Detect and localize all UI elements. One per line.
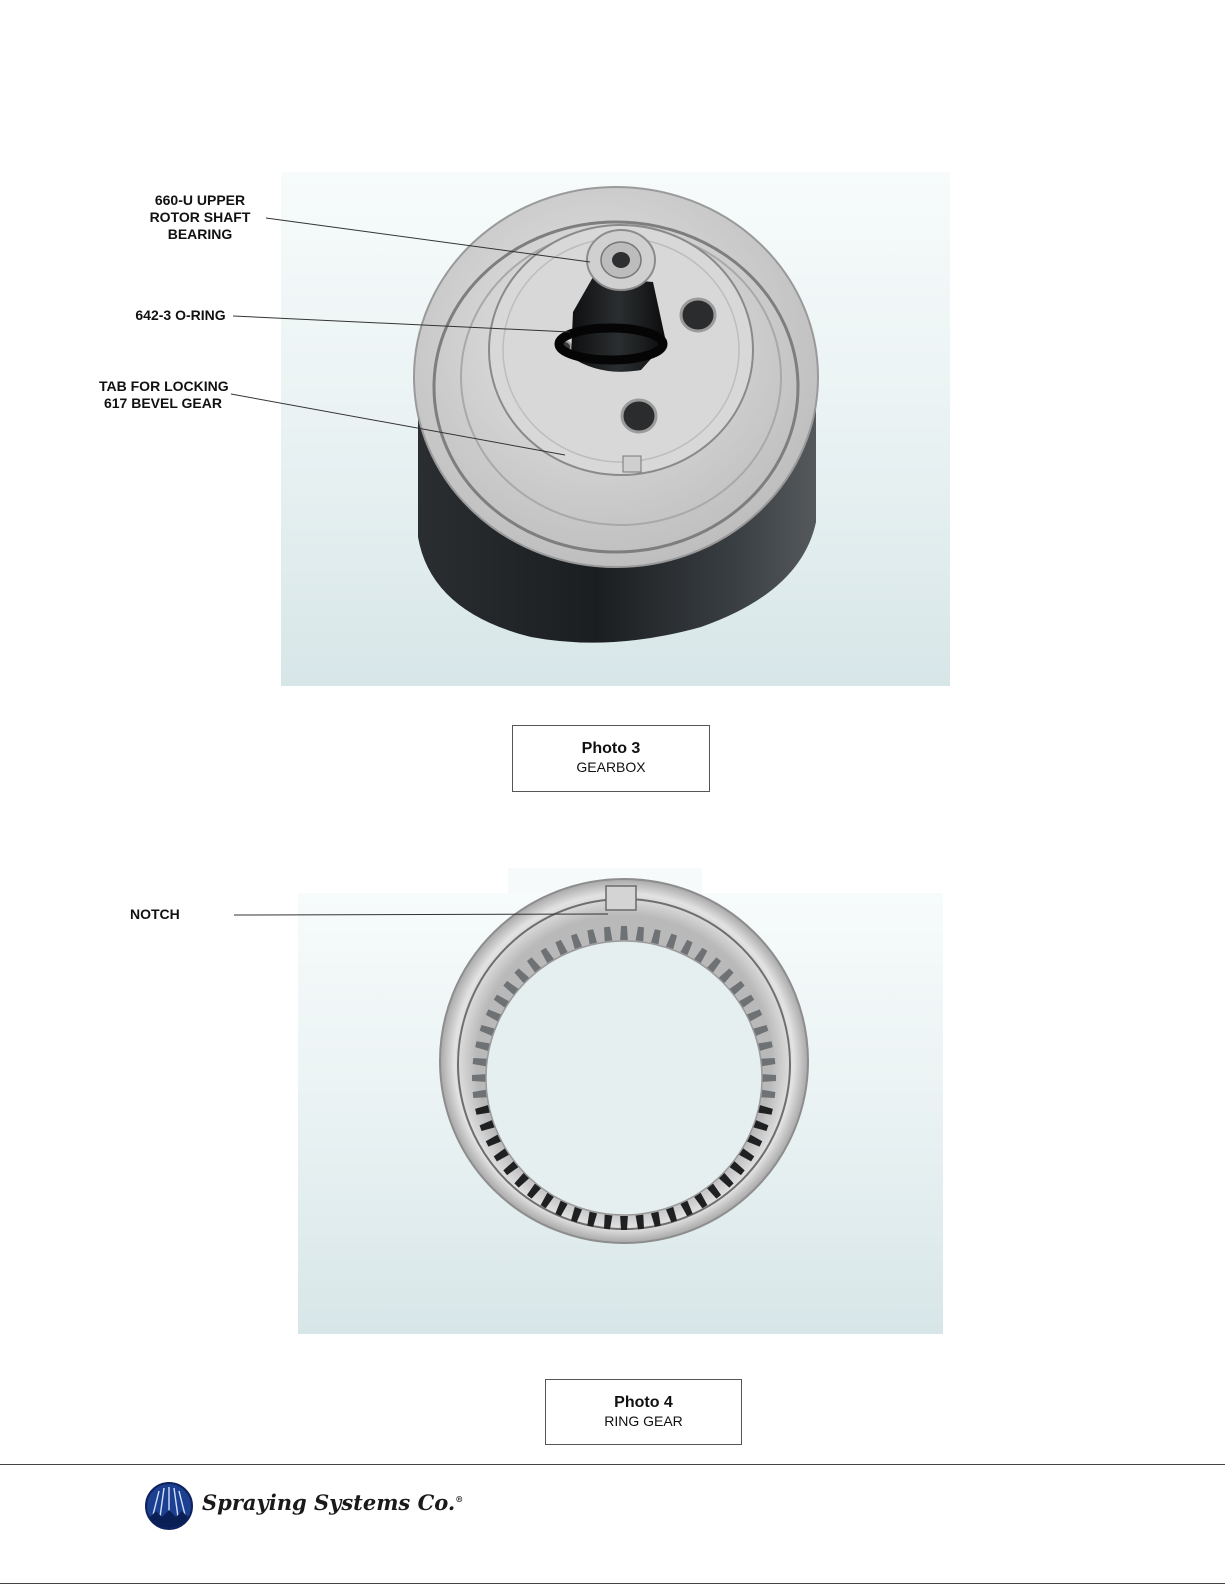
callout-locking-tab: TAB FOR LOCKING 617 BEVEL GEAR	[99, 378, 229, 411]
callout-notch: NOTCH	[130, 906, 180, 922]
gearbox-photo-panel	[281, 172, 950, 686]
photo-3-caption	[512, 725, 710, 792]
gearbox-hole-right	[681, 299, 715, 331]
company-logo-icon	[144, 1481, 194, 1531]
footer-rule-bottom	[0, 1583, 1225, 1584]
ring-gear-photo-panel	[298, 893, 943, 1334]
footer-rule-top	[0, 1464, 1225, 1465]
callout-upper-rotor-shaft-bearing: 660-U UPPER ROTOR SHAFT BEARING	[149, 192, 251, 242]
photo-4-subtitle: RING GEAR	[604, 1413, 683, 1429]
photo-4-title: Photo 4	[614, 1394, 673, 1411]
gearbox-hole-bottom	[622, 400, 656, 432]
gearbox-illustration	[281, 172, 950, 686]
callout-o-ring: 642-3 O-RING	[135, 307, 226, 323]
locking-tab	[623, 456, 641, 472]
photo-3-subtitle: GEARBOX	[576, 759, 646, 775]
ring-gear-photo-panel-top	[508, 868, 702, 894]
photo-3-title: Photo 3	[581, 740, 641, 757]
company-name: Spraying Systems Co.®	[202, 1490, 464, 1515]
photo-4-caption	[545, 1379, 742, 1445]
